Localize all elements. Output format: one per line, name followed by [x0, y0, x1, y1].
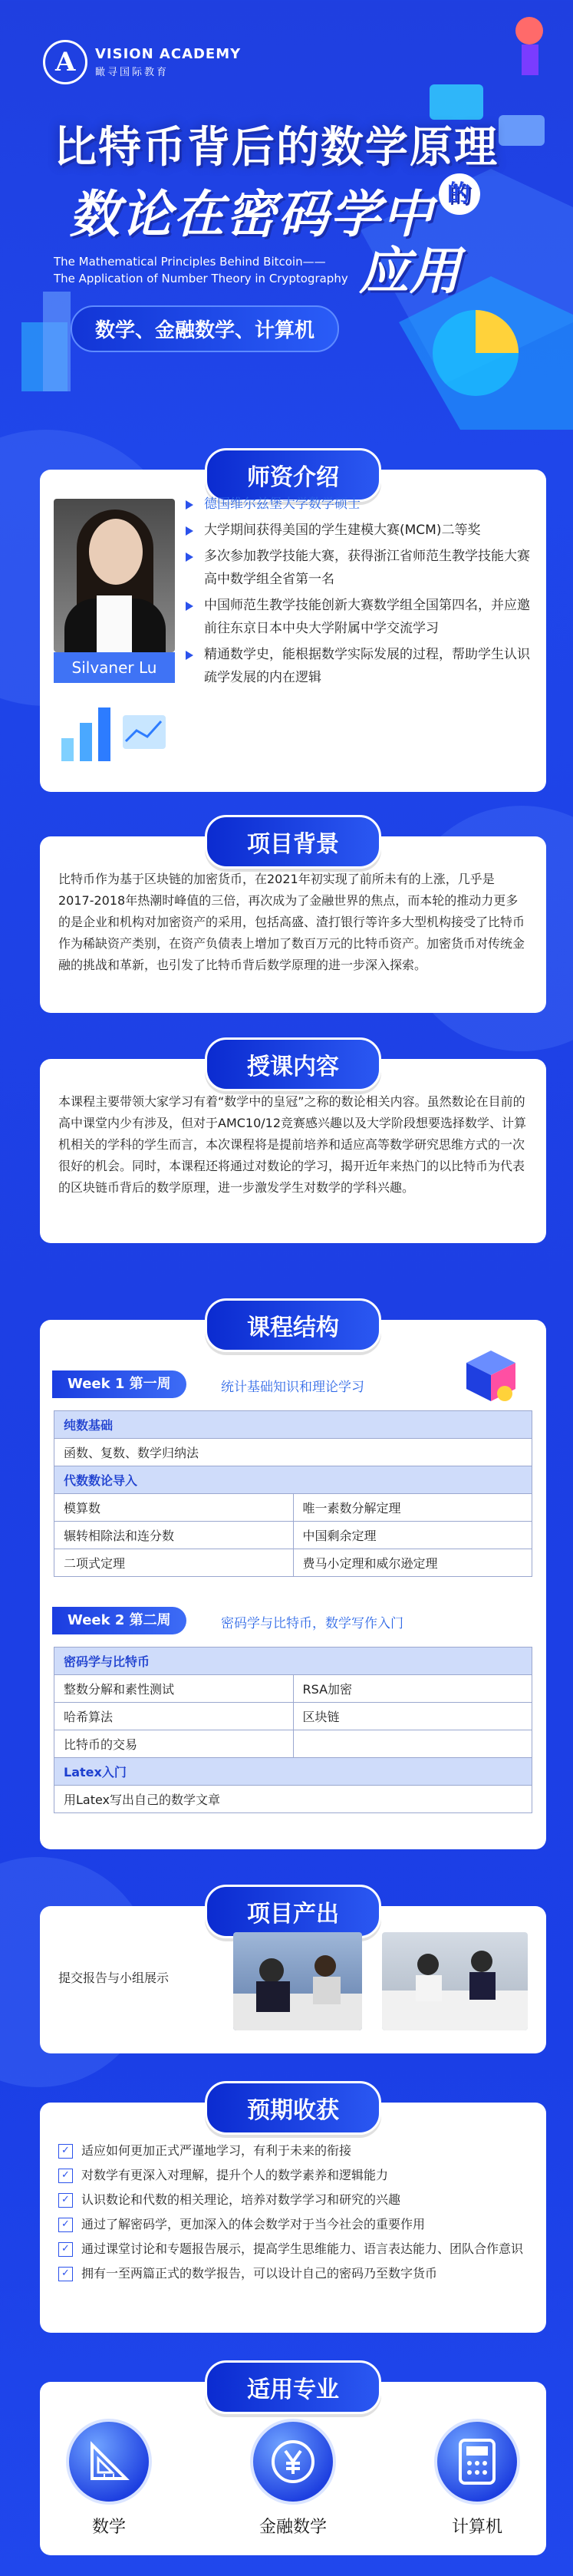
content-card	[40, 1054, 546, 1243]
cube-illustration-icon	[460, 1346, 522, 1407]
table-cell: 整数分解和素性测试	[54, 1675, 294, 1703]
hero-title-en-line2: The Application of Number Theory in Cryptography	[54, 272, 348, 285]
section-title-teacher: 师资介绍	[205, 448, 381, 502]
table-row	[54, 1730, 532, 1758]
harvest-item: ✓ 通过课堂讨论和专题报告展示，提高学生思维能力、语言表达能力、团队合作意识	[58, 2239, 534, 2259]
section-title-content: 授课内容	[205, 1037, 381, 1091]
table-section-header	[54, 1648, 532, 1675]
table-cell	[293, 1730, 532, 1758]
background-text: 比特币作为基于区块链的加密货币，在2021年初实现了前所未有的上涨，几乎是2017-2018年热潮时峰值的三倍，再次成为了金融世界的焦点，而本轮的推动力更多的是企业和机构对加密资产的采用，包括高盛、渣打银行等许多大型机构接受了比特币作为稀缺资产类别，在资产负债表上增加了数百万元的比特币资产。加密货币对传统金融的挑战和革新，也引发了比特币背后数学原理的进一步深入探索。	[58, 872, 525, 972]
table-cell: 模算数	[54, 1494, 294, 1522]
table-cell: 区块链	[293, 1703, 532, 1730]
hero-title-de-badge: 的	[439, 173, 480, 215]
table-row	[54, 1494, 532, 1522]
subjects-pill: 数学、金融数学、计算机	[71, 305, 339, 352]
teacher-credentials-list	[186, 493, 531, 692]
table-cell: RSA加密	[293, 1675, 532, 1703]
week2-table	[54, 1647, 532, 1813]
table-section-header	[54, 1466, 532, 1494]
harvest-card	[40, 2097, 546, 2333]
major-computer	[431, 2419, 523, 2538]
table-cell: 辗转相除法和连分数	[54, 1522, 294, 1549]
section-title-structure: 课程结构	[205, 1298, 381, 1352]
table-cell: 二项式定理	[54, 1549, 294, 1577]
content-text: 本课程主要带领大家学习有着“数学中的皇冠”之称的数论相关内容。虽然数论在目前的高中课堂内少有涉及，但对于AMC10/12竞赛感兴趣以及大学阶段想要选择数学、计算机相关的学科的学生而言，本次课程将是提前培养和适应高等数学研究思维方式的一次很好的机会。同时，本课程还将通过对数论的学习，揭开近年来热门的以比特币为代表的区块链币背后的数学原理，进一步激发学生对数学的学科兴趣。	[58, 1094, 527, 1195]
table-cell: 费马小定理和威尔逊定理	[293, 1549, 532, 1577]
background-card	[40, 831, 546, 1013]
harvest-item: ✓ 认识数论和代数的相关理论，培养对数学学习和研究的兴趣	[58, 2190, 534, 2210]
major-finance-math	[247, 2419, 339, 2538]
section-title-background: 项目背景	[205, 815, 381, 869]
hero-banner	[0, 0, 573, 430]
table-cell: 唯一素数分解定理	[293, 1494, 532, 1522]
students-writing-photo	[382, 1932, 528, 2030]
table-row	[54, 1522, 532, 1549]
week1-table	[54, 1410, 532, 1577]
teacher-credential-item: 大学期间获得美国的学生建模大赛(MCM)二等奖	[186, 519, 531, 542]
week2-label: Week 2 第二周	[52, 1607, 186, 1634]
harvest-item: ✓ 对数学有更深入对理解，提升个人的数学素养和逻辑能力	[58, 2165, 534, 2185]
table-row	[54, 1703, 532, 1730]
table-header-cell: 纯数基础	[54, 1411, 532, 1439]
harvest-list	[58, 2141, 534, 2288]
structure-card	[40, 1314, 546, 1849]
majors-card	[40, 2376, 546, 2555]
major-label: 金融数学	[259, 2518, 327, 2537]
hero-title-en-line1: The Mathematical Principles Behind Bitcoin——	[54, 255, 326, 269]
week1-desc: 统计基础知识和理论学习	[221, 1380, 364, 1395]
teacher-name: Silvaner Lu	[54, 652, 175, 683]
major-label: 数学	[91, 2518, 126, 2537]
brand-name-cn: 瞰寻国际教育	[95, 67, 170, 78]
output-card	[40, 1901, 546, 2053]
table-cell: 哈希算法	[54, 1703, 294, 1730]
hero-title-line3: 应用	[359, 242, 460, 301]
hero-title-line1: 比特币背后的数学原理	[54, 123, 499, 173]
major-label: 计算机	[451, 2518, 502, 2537]
brand-logo	[43, 40, 241, 84]
data-chart-illustration	[54, 692, 175, 769]
table-header-cell: 代数数论导入	[54, 1466, 532, 1494]
calculator-icon	[434, 2419, 520, 2505]
classroom-photo	[233, 1932, 362, 2030]
week2-desc: 密码学与比特币，数学写作入门	[221, 1616, 403, 1631]
table-cell: 用Latex写出自己的数学文章	[54, 1786, 532, 1813]
table-section-header	[54, 1758, 532, 1786]
table-cell: 比特币的交易	[54, 1730, 294, 1758]
hero-title-line2-text: 数论在密码学中	[69, 185, 434, 244]
hero-title-en	[54, 253, 376, 287]
brand-name: VISION ACADEMY	[95, 46, 242, 62]
harvest-item: ✓ 拥有一至两篇正式的数学报告，可以设计自己的密码乃至数字货币	[58, 2264, 534, 2284]
table-row	[54, 1439, 532, 1466]
table-row	[54, 1786, 532, 1813]
section-title-harvest: 预期收获	[205, 2081, 381, 2135]
table-header-cell: Latex入门	[54, 1758, 532, 1786]
teacher-photo	[54, 499, 175, 652]
teacher-credential-item: 精通数学史，能根据数学实际发展的过程，帮助学生认识疏学发展的内在逻辑	[186, 643, 531, 689]
teacher-credential-item: 多次参加教学技能大赛，获得浙江省师范生教学技能大赛高中数学组全省第一名	[186, 545, 531, 591]
table-section-header	[54, 1411, 532, 1439]
section-title-output: 项目产出	[205, 1885, 381, 1938]
table-cell: 函数、复数、数学归纳法	[54, 1439, 532, 1466]
yen-coin-icon	[250, 2419, 336, 2505]
teacher-credential-item: 德国维尔兹堡大学数学硕士	[186, 493, 531, 516]
major-math	[63, 2419, 155, 2538]
harvest-item: ✓ 通过了解密码学，更加深入的体会数学对于当今社会的重要作用	[58, 2215, 534, 2235]
section-title-majors: 适用专业	[205, 2360, 381, 2414]
teacher-credential-item: 中国师范生教学技能创新大赛数学组全国第四名，并应邀前往东京日本中央大学附属中学交流学习	[186, 594, 531, 640]
harvest-item: ✓ 适应如何更加正式严谨地学习，有利于未来的衔接	[58, 2141, 534, 2161]
table-cell: 中国剩余定理	[293, 1522, 532, 1549]
ruler-triangle-icon	[66, 2419, 152, 2505]
table-row	[54, 1549, 532, 1577]
output-text: 提交报告与小组展示	[58, 1971, 170, 1985]
table-row	[54, 1675, 532, 1703]
table-header-cell: 密码学与比特币	[54, 1648, 532, 1675]
vision-academy-logo-icon	[43, 40, 87, 84]
teacher-card	[40, 464, 546, 792]
week1-label: Week 1 第一周	[52, 1370, 186, 1398]
